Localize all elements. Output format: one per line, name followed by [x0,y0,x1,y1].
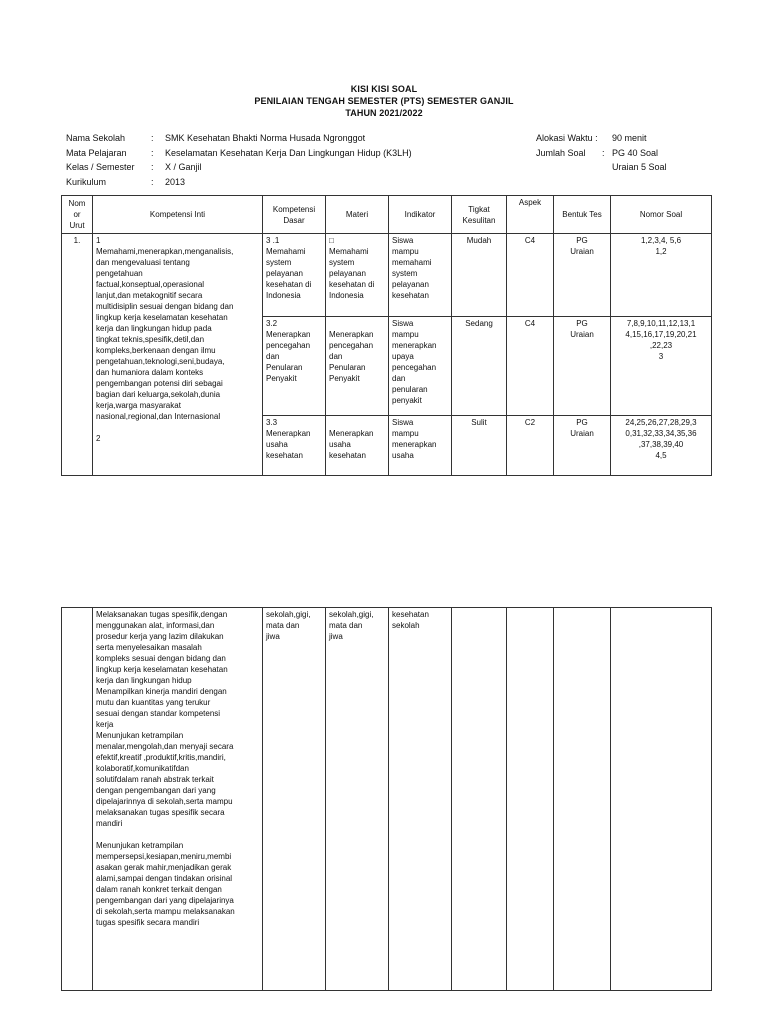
curriculum-value: 2013 [165,177,186,187]
indikator-cell: Siswa mampu menerapkan upaya pencegahan dan penularan penyakit [389,317,452,416]
bentuk-cell: PG Uraian [554,317,611,416]
materi-cell: Menerapkan usaha kesehatan [326,416,389,476]
indikator-cell: kesehatan sekolah [389,608,452,991]
aspek-cell: C4 [507,317,554,416]
materi-cell: sekolah,gigi, mata dan jiwa [326,608,389,991]
kd-cell: 3 .1 Memahami system pelayanan kesehatan di Indonesia [263,234,326,317]
materi-cell: □ Memahami system pelayanan kesehatan di Indonesia [326,234,389,317]
colon: : [151,177,154,187]
indikator-cell: Siswa mampu memahami system pelayanan kesehatan [389,234,452,317]
aspek-cell: C2 [507,416,554,476]
materi-cell: Menerapkan pencegahan dan Penularan Penyakit [326,317,389,416]
bentuk-cell-empty [554,608,611,991]
count-value-uraian: Uraian 5 Soal [612,162,667,172]
time-value: 90 menit [612,133,647,143]
header-materi: Materi [326,196,389,234]
nomor-cell: 7,8,9,10,11,12,13,1 4,15,16,17,19,20,21 ,22,23 3 [611,317,712,416]
colon: : [151,148,154,158]
table-row [62,608,712,991]
subject-value: Keselamatan Kesehatan Kerja Dan Lingkungan Hidup (K3LH) [165,148,412,158]
aspek-cell-empty [507,608,554,991]
doc-title: KISI KISI SOAL [350,84,418,94]
ki-text-continued: Melaksanakan tugas spesifik,dengan menggunakan alat, informasi,dan prosedur kerja yang lazim dilakukan serta menyelesaikan masalah kompleks sesuai dengan bidang dan lingkup kerja keselamatan kesehatan kerja dan lingkungan hidup Menampilkan kinerja mandiri dengan mutu dan kuantitas yang terukur sesuai dengan standar kompetensi kerja Menunjukan ketrampilan menalar,mengolah,dan menyaji secara efektif,kreatif ,produktif,kritis,mandiri, kolaboratif,komunikatifdan solutifdalam ranah abstrak terkait dengan pengembangan dari yang dipelajarinnya di sekolah,serta mampu melaksanakan tugas spesifik secara mandiri Menunjukan ketrampilan mempersepsi,kesiapan,meniru,membi asakan gerak mahir,menjadikan gerak alami,sampai dengan tindakan orisinal dalam ranah konkret terkait dengan pengembangan dari yang dipelajarinya di sekolah,serta mampu melaksanakan tugas spesifik secara mandiri [93,608,263,991]
kd-cell: 3.3 Menerapkan usaha kesehatan [263,416,326,476]
count-value-pg: PG 40 Soal [612,148,659,158]
header-kd: Kompetensi Dasar [263,196,326,234]
header-row [62,196,712,234]
class-label: Kelas / Semester [66,162,135,172]
nomor-cell: 1,2,3,4, 5,6 1,2 [611,234,712,317]
indikator-cell: Siswa mampu menerapkan usaha [389,416,452,476]
bentuk-cell: PG Uraian [554,234,611,317]
header-tingkat: Tigkat Kesulitan [452,196,507,234]
header-ki: Kompetensi Inti [93,196,263,234]
time-label: Alokasi Waktu : [536,133,598,143]
nomor-cell: 24,25,26,27,28,29,3 0,31,32,33,34,35,36 ,37,38,39,40 4,5 [611,416,712,476]
aspek-cell: C4 [507,234,554,317]
tingkat-cell: Sedang [452,317,507,416]
table-row [62,234,712,317]
colon: : [151,133,154,143]
curriculum-label: Kurikulum [66,177,107,187]
nomor-cell-empty [611,608,712,991]
bentuk-cell: PG Uraian [554,416,611,476]
school-label: Nama Sekolah [66,133,126,143]
count-label: Jumlah Soal [536,148,586,158]
kisi-table-continued [61,607,712,991]
subject-label: Mata Pelajaran [66,148,127,158]
kd-cell: sekolah,gigi, mata dan jiwa [263,608,326,991]
header-indikator: Indikator [389,196,452,234]
header-nomor: Nomor Soal [611,196,712,234]
doc-subtitle: PENILAIAN TENGAH SEMESTER (PTS) SEMESTER GANJIL [254,96,514,106]
row-number: 1. [62,234,93,476]
kisi-table [61,195,712,476]
class-value: X / Ganjil [165,162,202,172]
header-no: Nom or Urut [62,196,93,234]
tingkat-cell: Sulit [452,416,507,476]
doc-year: TAHUN 2021/2022 [345,108,423,118]
header-bentuk: Bentuk Tes [554,196,611,234]
row-number-empty [62,608,93,991]
kd-cell: 3.2 Menerapkan pencegahan dan Penularan Penyakit [263,317,326,416]
ki-text: 1 Memahami,menerapkan,menganalisis, dan mengevaluasi tentang pengetahuan factual,konseptual,operasional lanjut,dan metakognitif secara multidisiplin sesuai dengan bidang dan lingkup kerja keselamatan kesehatan kerja dan lingkungan hidup pada tingkat teknis,spesifik,detil,dan kompleks,berkenaan dengan ilmu pengetahuan,teknologi,seni,budaya, dan humaniora dalam konteks pengembangan potensi diri sebagai bagian dari keluarga,sekolah,dunia kerja,warga masyarakat nasional,regional,dan Internasional 2 [93,234,263,476]
school-value: SMK Kesehatan Bhakti Norma Husada Ngronggot [165,133,366,143]
colon: : [151,162,154,172]
tingkat-cell-empty [452,608,507,991]
header-aspek: Aspek [507,196,554,234]
tingkat-cell: Mudah [452,234,507,317]
colon: : [602,148,605,158]
